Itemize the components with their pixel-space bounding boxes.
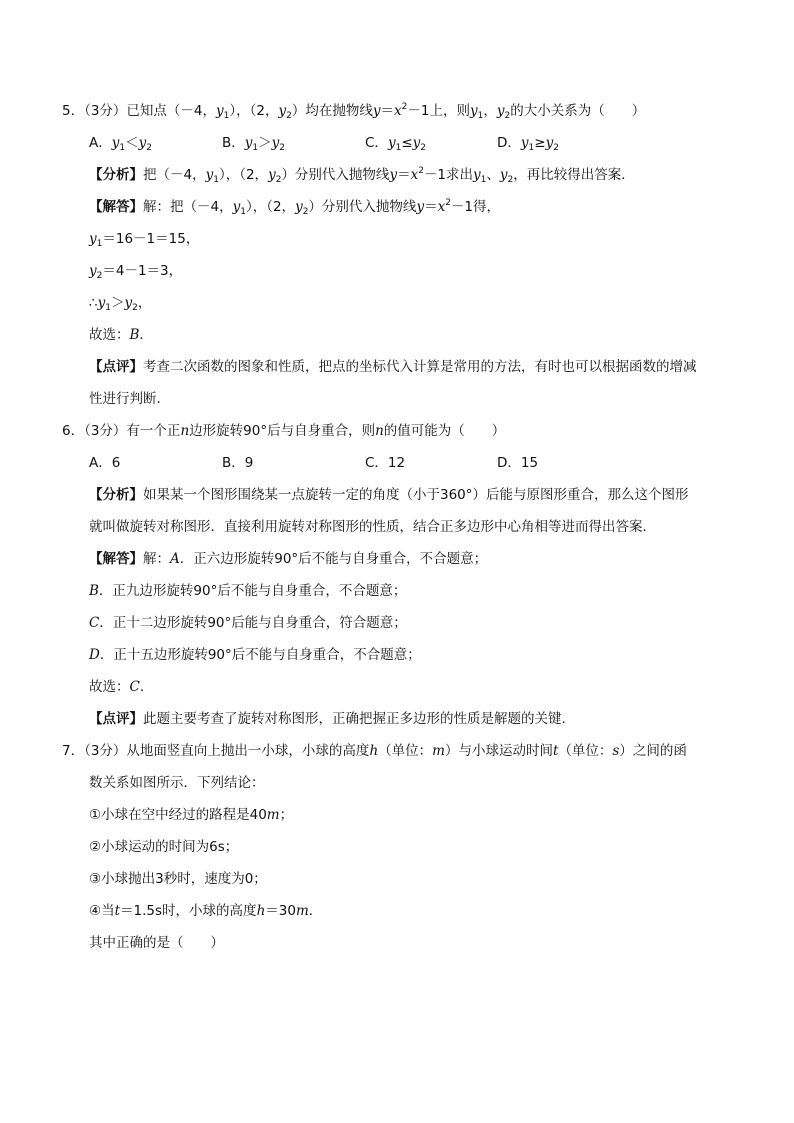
q7-conclusion-1: ①小球在空中经过的路程是40m；	[89, 807, 294, 823]
analysis-tag: 【分析】	[89, 487, 143, 503]
q7-conclusion-4: ④当t＝1.5s时，小球的高度h＝30m．	[89, 903, 323, 919]
q7-which: 其中正确的是（ ）	[89, 935, 224, 951]
q5-step-3: $\therefore y_1>y_2$，	[89, 295, 152, 313]
q6-option-a: A．6	[89, 455, 121, 471]
q6-option-d: D．15	[497, 455, 539, 471]
q6-option-c: C．12	[365, 455, 406, 471]
q7-conclusion-2: ②小球运动的时间为6s；	[89, 839, 239, 855]
q6-option-b: B．9	[222, 455, 254, 471]
q7-stem-cont: 数关系如图所示．下列结论：	[89, 775, 265, 791]
q6-solution-b: B．正九边形旋转90°后不能与自身重合，不合题意；	[89, 583, 407, 599]
q5-comment: 【点评】考查二次函数的图象和性质，把点的坐标代入计算是常用的方法，有时也可以根据函数的增减	[89, 359, 697, 375]
q5-option-c: C．$y_1\le y_2$	[365, 135, 426, 153]
q6-analysis-cont: 就叫做旋转对称图形．直接利用旋转对称图形的性质，结合正多边形中心角相等进而得出答案．	[89, 519, 656, 535]
comment-tag: 【点评】	[89, 359, 143, 375]
q5-option-b: B．$y_1>y_2$	[222, 135, 286, 153]
q6-choice: 故选：C．	[89, 679, 154, 695]
q6-solution: 【解答】解：A．正六边形旋转90°后不能与自身重合，不合题意；	[89, 551, 488, 567]
q6-solution-d: D．正十五边形旋转90°后不能与自身重合，不合题意；	[89, 647, 421, 663]
solution-tag: 【解答】	[89, 551, 143, 567]
solution-tag: 【解答】	[89, 199, 143, 215]
analysis-tag: 【分析】	[89, 167, 143, 183]
q5-step-2: $y_2=4-1=3$，	[89, 263, 183, 281]
q5-comment-cont: 性进行判断．	[89, 391, 170, 407]
q6-stem: 6．（3分）有一个正n边形旋转90°后与自身重合，则n的值可能为（ ）	[62, 423, 506, 439]
comment-tag: 【点评】	[89, 711, 143, 727]
q6-analysis: 【分析】如果某一个图形围绕某一点旋转一定的角度（小于360°）后能与原图形重合，那么这个图形	[89, 487, 689, 503]
q5-option-d: D．$y_1\ge y_2$	[497, 135, 559, 153]
q7-stem: 7．（3分）从地面竖直向上抛出一小球，小球的高度h（单位：m）与小球运动时间t（单位：s）之间的函	[62, 743, 687, 759]
q5-step-1: $y_1=16-1=15$，	[89, 231, 200, 249]
q5-option-a: A．$y_1<y_2$	[89, 135, 152, 153]
q5-stem: 5．（3分）已知点（－4，$y_1$），（2，$y_2$）均在抛物线$y=x^2-1$上，则$y_1$，$y_2$的大小关系为（ ）	[62, 102, 646, 121]
q7-conclusion-3: ③小球抛出3秒时，速度为0；	[89, 871, 267, 887]
q5-solution: 【解答】解：把（－4，$y_1$），（2，$y_2$）分别代入抛物线$y=x^2-1$得，	[89, 198, 501, 217]
q6-comment: 【点评】此题主要考查了旋转对称图形，正确把握正多边形的性质是解题的关键．	[89, 711, 575, 727]
q6-solution-c: C．正十二边形旋转90°后能与自身重合，符合题意；	[89, 615, 407, 631]
q5-choice: 故选：B．	[89, 327, 153, 343]
q5-analysis: 【分析】把（－4，$y_1$），（2，$y_2$）分别代入抛物线$y=x^2-1$求出$y_1$、$y_2$，再比较得出答案．	[89, 166, 635, 185]
